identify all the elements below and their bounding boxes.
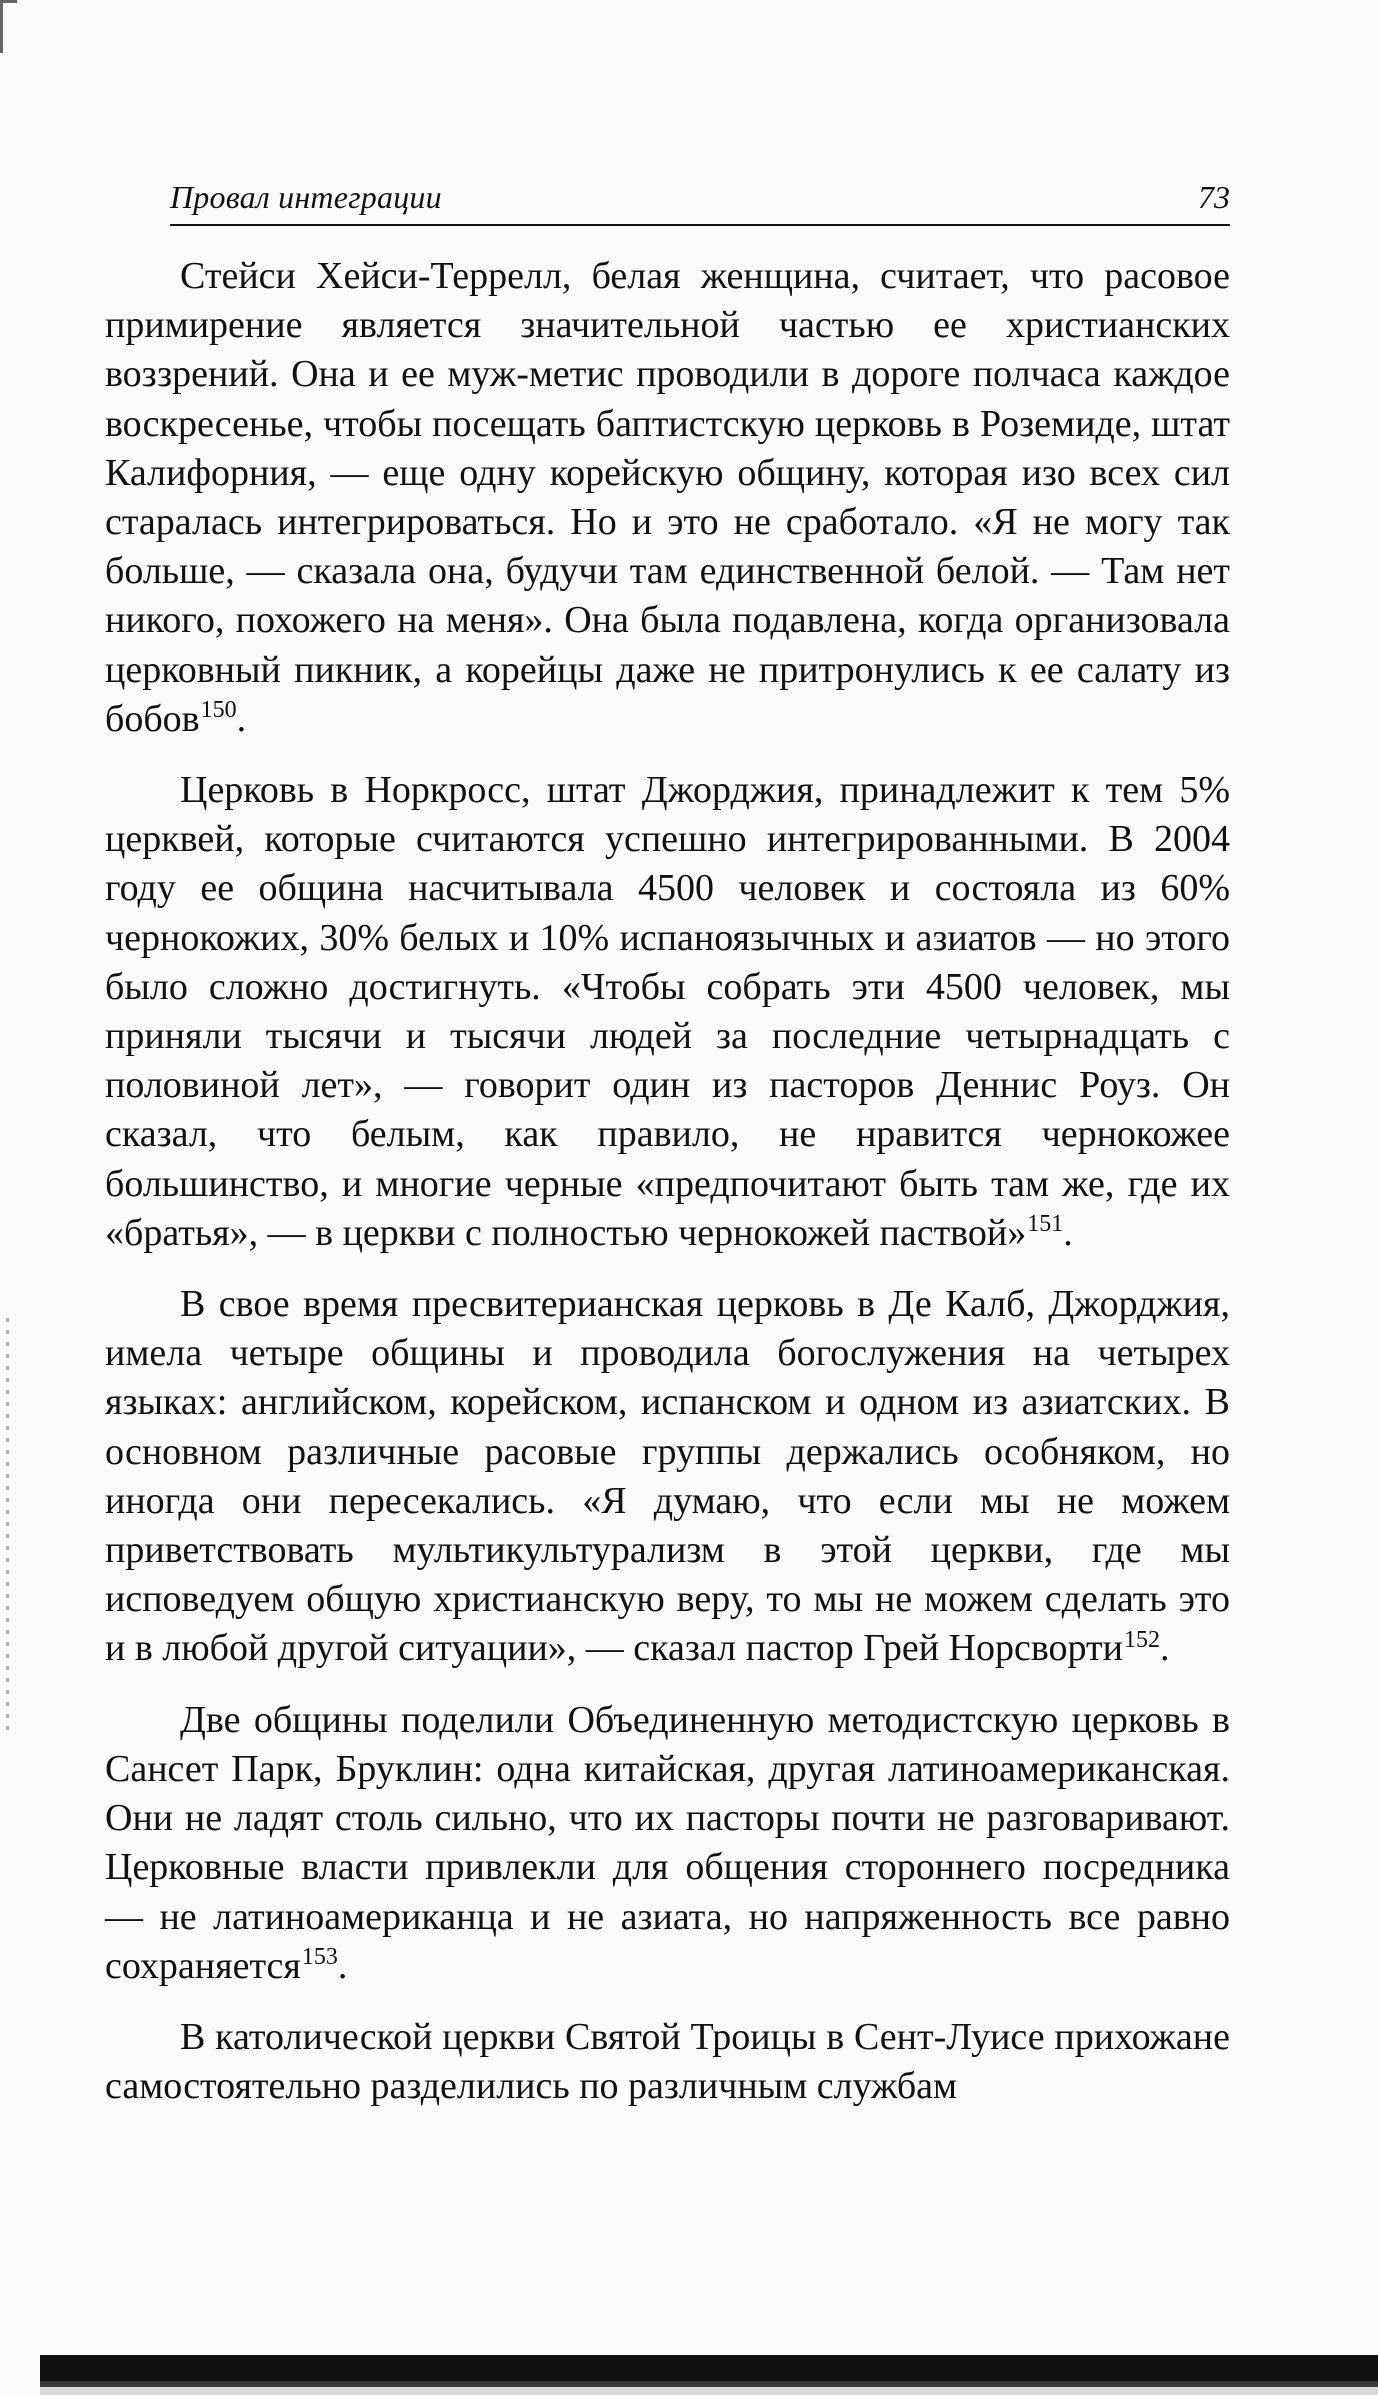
paragraph-text: Церковь в Норкросс, штат Джорджия, принадлежит к тем 5% церквей, которые считаются успешно интегрированными. В 2004 году ее община насчитывала 4500 человек и состояла из 60% чернокожих, 30% белых и 10% испаноязычных и азиатов — но этого было сложно достигнуть. «Чтобы собрать эти 4500 человек, мы приняли тысячи и тысячи людей за последние четырнадцать с половиной лет», — говорит один из пасторов Деннис Роуз. Он сказал, что белым, как правило, не нравится чернокожее большинство, и многие черные «предпочитают быть там же, где их «братья», — в церкви с полностью чернокожей паствой»: [105, 769, 1230, 1254]
paragraph-text: В свое время пресвитерианская церковь в Де Калб, Джорджия, имела четыре общины и проводила богослужения на четырех языках: английском, корейском, испанском и одном из азиатских. В основном различные расовые группы держались особняком, но иногда они пересекались. «Я думаю, что если мы не можем приветствовать мультикультурализм в этой церкви, где мы исповедуем общую христианскую веру, то мы не можем сделать это и в любой другой ситуации», — сказал пастор Грей Норсворти: [105, 1283, 1230, 1670]
paragraph: [105, 1696, 1230, 1991]
paragraph: [105, 766, 1230, 1258]
paragraph-tail: .: [1159, 1627, 1170, 1670]
paragraph-tail: .: [337, 1944, 348, 1987]
footnote-ref: 152: [1123, 1626, 1160, 1653]
running-header: [170, 176, 1230, 226]
paragraph-tail: .: [236, 697, 247, 740]
page-number: 73: [1198, 179, 1230, 215]
footnote-ref: 150: [200, 697, 237, 724]
paragraph-text: Стейси Хейси-Террелл, белая женщина, считает, что расовое примирение является значительной частью ее христианских воззрений. Она и ее муж-метис проводили в дороге полчаса каждое воскресенье, чтобы посещать баптистскую церковь в Роземиде, штат Калифорния, — еще одну корейскую общину, которая изо всех сил старалась интегрироваться. Но и это не сработало. «Я не могу так больше, — сказала она, будучи там единственной белой. — Там нет никого, похожего на меня». Она была подавлена, когда организовала церковный пикник, а корейцы даже не притронулись к ее салату из бобов: [105, 255, 1230, 740]
scan-edge-speckle: [6, 1318, 9, 1738]
paragraph: [105, 1280, 1230, 1674]
paragraph: [105, 252, 1230, 744]
paragraph-text: Две общины поделили Объединенную методистскую церковь в Сансет Парк, Бруклин: одна китайская, другая латиноамериканская. Они не ладят столь сильно, что их пасторы почти не разговаривают. Церковные власти привлекли для общения стороннего посредника — не латиноамериканца и не азиата, но напряженность все равно сохраняется: [105, 1698, 1230, 1987]
footnote-ref: 153: [301, 1944, 338, 1971]
paragraph-tail: .: [1063, 1211, 1073, 1254]
footnote-ref: 151: [1027, 1211, 1064, 1238]
scan-bottom-band: [40, 2347, 1378, 2395]
paragraph-text: В католической церкви Святой Троицы в Сент-Луисе прихожане самостоятельно разделились по различным службам: [105, 2015, 1230, 2108]
paragraph: [105, 2013, 1230, 2111]
body-text: [105, 252, 1230, 2111]
running-title: Провал интеграции: [170, 179, 442, 215]
scan-corner-mark: [0, 0, 17, 53]
